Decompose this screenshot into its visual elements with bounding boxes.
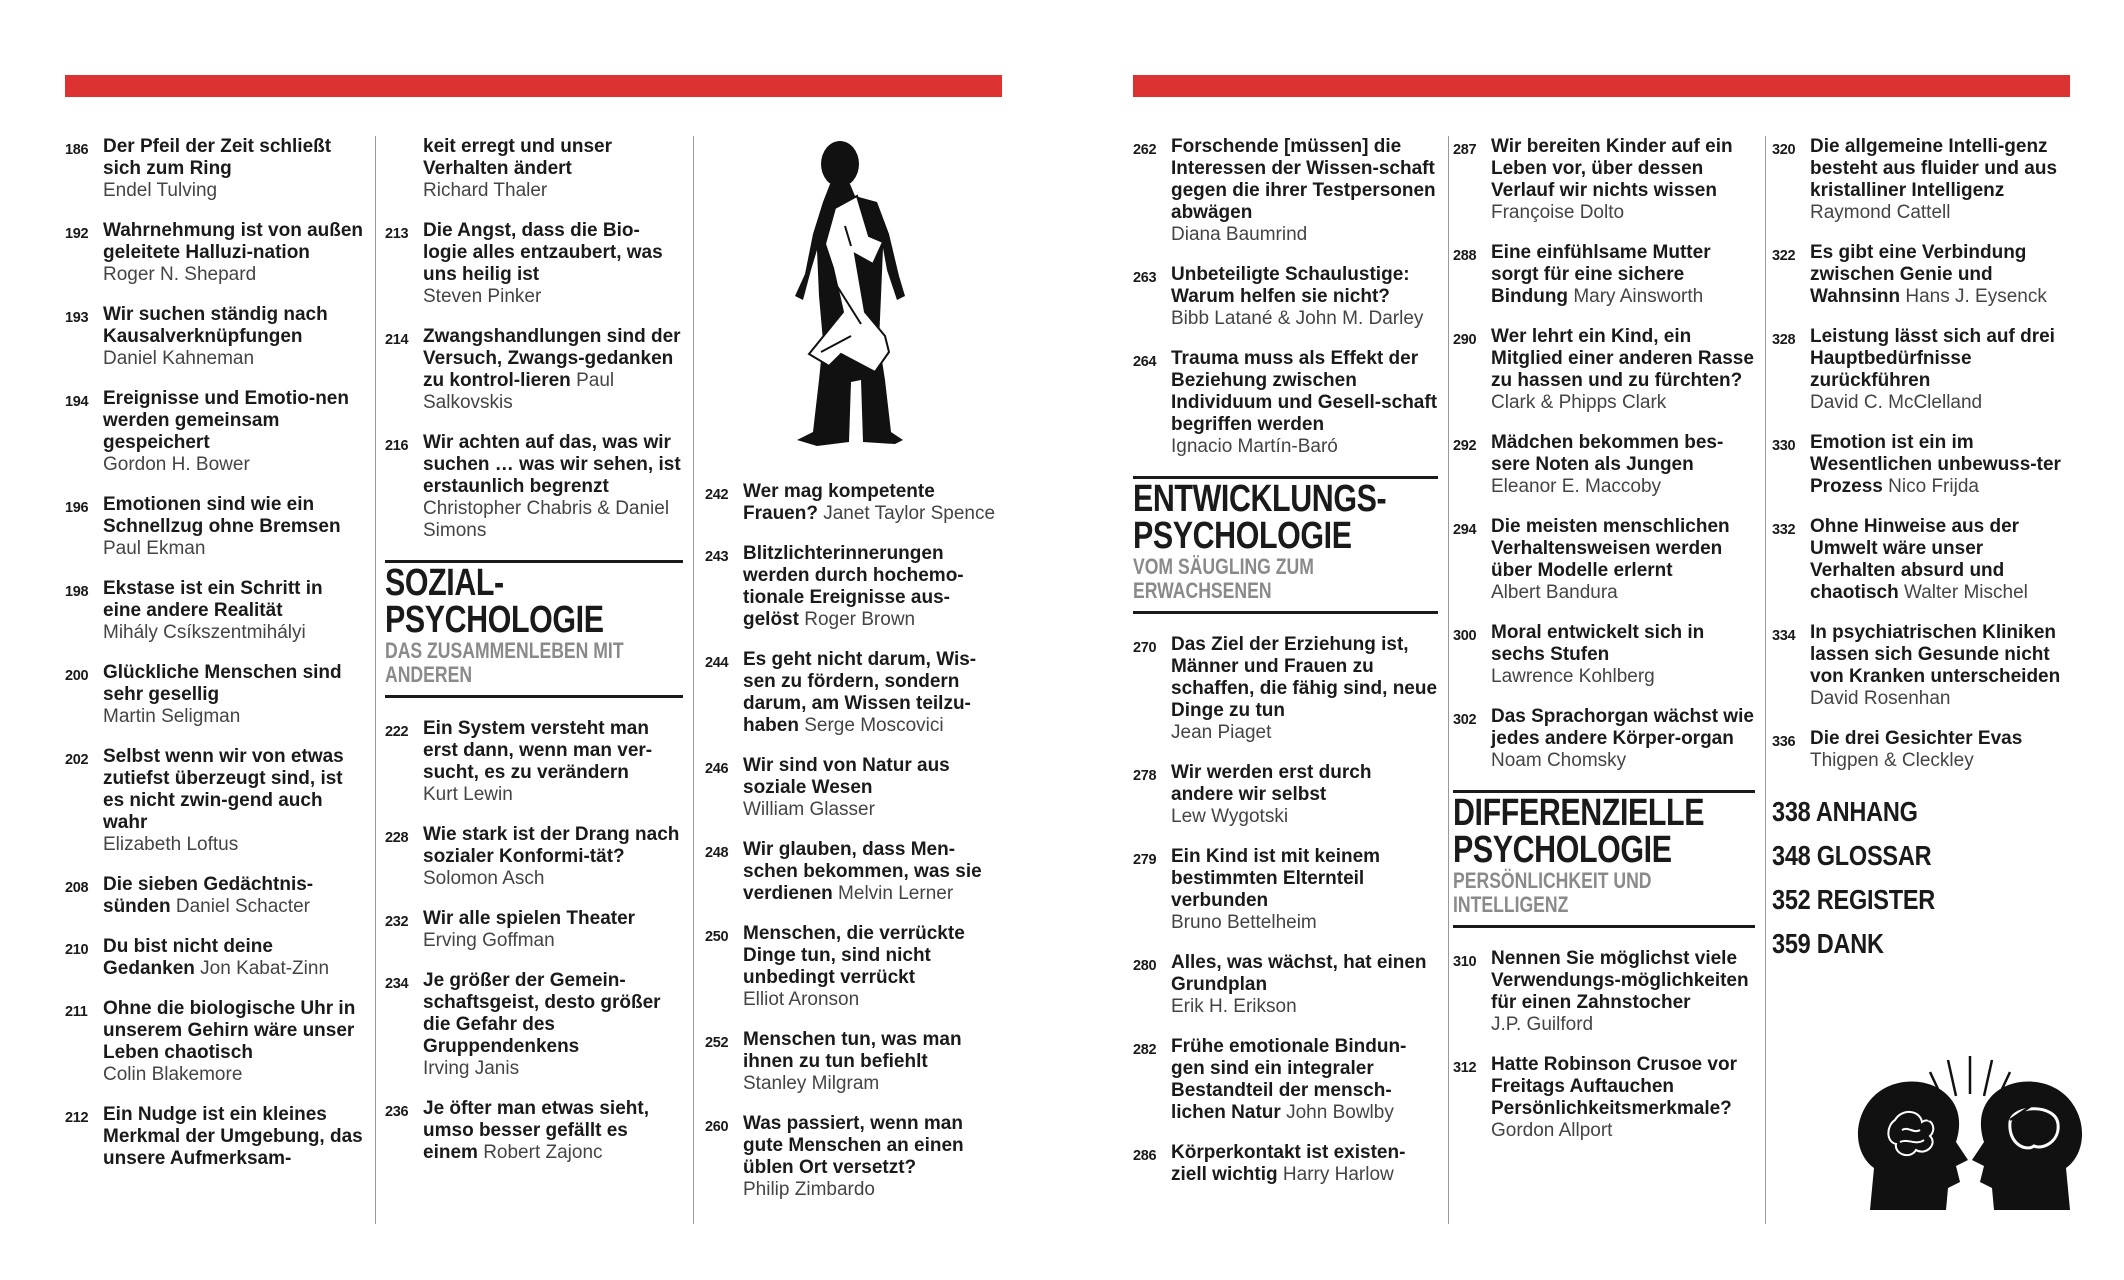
toc-entry[interactable] bbox=[65, 746, 365, 856]
page-number: 310 bbox=[1453, 954, 1477, 970]
person-illustration bbox=[705, 136, 1003, 469]
page-number: 282 bbox=[1133, 1042, 1157, 1058]
page-number: 214 bbox=[385, 332, 409, 348]
section-header-differenzielle-psychologie bbox=[1453, 790, 1755, 928]
entry-title: Nennen Sie möglichst viele Verwendungs-möglichkeiten für einen Zahnstocher bbox=[1491, 948, 1749, 1013]
entry-author: Philip Zimbardo bbox=[743, 1179, 875, 1200]
entry-title: Alles, was wächst, hat einen Grundplan bbox=[1171, 952, 1427, 995]
toc-entry[interactable] bbox=[1453, 706, 1755, 772]
toc-entry[interactable] bbox=[385, 136, 683, 202]
toc-entry[interactable] bbox=[1453, 326, 1755, 414]
entry-author: Kurt Lewin bbox=[423, 784, 513, 805]
entry-title: Blitzlichterinnerungen werden durch hochemo-tionale Ereignisse aus-gelöst bbox=[743, 543, 964, 630]
entry-title: Moral entwickelt sich in sechs Stufen bbox=[1491, 622, 1705, 665]
page-number: 287 bbox=[1453, 142, 1477, 158]
entry-title: Wer mag kompetente Frauen? bbox=[743, 481, 935, 524]
toc-entry[interactable] bbox=[1772, 728, 2072, 772]
entry-title: Ohne Hinweise aus der Umwelt wäre unser Verhalten absurd und chaotisch bbox=[1810, 516, 2020, 603]
entry-author: Roger N. Shepard bbox=[103, 264, 257, 285]
entry-author: Thigpen & Cleckley bbox=[1810, 750, 1974, 771]
page-number: 222 bbox=[385, 724, 409, 740]
toc-column-5 bbox=[1453, 136, 1755, 1226]
entry-author: Colin Blakemore bbox=[103, 1064, 243, 1085]
toc-entry[interactable] bbox=[65, 220, 365, 286]
toc-entry[interactable] bbox=[705, 923, 1003, 1011]
entry-title: keit erregt und unser Verhalten ändert bbox=[423, 136, 612, 179]
column-rule bbox=[1448, 136, 1449, 1224]
entry-title: Ohne die biologische Uhr in unserem Gehirn wäre unser Leben chaotisch bbox=[103, 998, 356, 1063]
toc-column-2 bbox=[385, 136, 683, 1226]
entry-title: Frühe emotionale Bindun-gen sind ein integraler Bestandteil der mensch-lichen Natur bbox=[1171, 1036, 1407, 1123]
entry-author: William Glasser bbox=[743, 799, 875, 820]
toc-entry[interactable] bbox=[705, 543, 1003, 631]
entry-author: Solomon Asch bbox=[423, 868, 545, 889]
entry-title: Wer lehrt ein Kind, ein Mitglied einer anderen Rasse zu hassen und zu fürchten? bbox=[1491, 326, 1754, 391]
toc-entry[interactable] bbox=[1133, 1036, 1438, 1124]
entry-author: Gordon H. Bower bbox=[103, 454, 250, 475]
entry-title: Hatte Robinson Crusoe vor Freitags Auftauchen Persönlichkeitsmerkmale? bbox=[1491, 1054, 1737, 1119]
toc-entry[interactable] bbox=[1133, 952, 1438, 1018]
toc-entry[interactable] bbox=[1133, 846, 1438, 934]
page-number: 216 bbox=[385, 438, 409, 454]
toc-entry[interactable] bbox=[705, 1029, 1003, 1095]
entry-title: Menschen, die verrückte Dinge tun, sind nicht unbedingt verrückt bbox=[743, 923, 965, 988]
entry-title: Die Angst, dass die Bio-logie alles entzaubert, was uns heilig ist bbox=[423, 220, 663, 285]
entry-title: Leistung lässt sich auf drei Hauptbedürfnisse zurückführen bbox=[1810, 326, 2055, 391]
entry-author: Lew Wygotski bbox=[1171, 806, 1289, 827]
page-number: 294 bbox=[1453, 522, 1477, 538]
entry-title: Selbst wenn wir von etwas zutiefst überzeugt sind, ist es nicht zwin-gend auch wahr bbox=[103, 746, 344, 833]
entry-author: Mihály Csíkszentmihályi bbox=[103, 622, 306, 643]
page-number: 242 bbox=[705, 487, 729, 503]
entry-title: Ein System versteht man erst dann, wenn man ver-sucht, es zu verändern bbox=[423, 718, 653, 783]
entry-title: Ein Kind ist mit keinem bestimmten Elternteil verbunden bbox=[1171, 846, 1381, 911]
toc-entry[interactable] bbox=[705, 839, 1003, 905]
entry-title: Trauma muss als Effekt der Beziehung zwischen Individuum und Gesell-schaft begriffen werden bbox=[1171, 348, 1438, 435]
person-figure-icon bbox=[705, 136, 1003, 469]
back-matter-list bbox=[1772, 790, 2072, 966]
entry-title: Glückliche Menschen sind sehr gesellig bbox=[103, 662, 342, 705]
entry-author: Raymond Cattell bbox=[1810, 202, 1951, 223]
entry-author: J.P. Guilford bbox=[1491, 1014, 1594, 1035]
entry-author: Daniel Schacter bbox=[175, 896, 310, 917]
entry-author: Mary Ainsworth bbox=[1573, 286, 1704, 307]
page-number: 286 bbox=[1133, 1148, 1157, 1164]
entry-author: Serge Moscovici bbox=[804, 715, 944, 736]
entry-author: Roger Brown bbox=[804, 609, 916, 630]
entry-author: Paul Salkovskis bbox=[423, 370, 615, 413]
entry-title: Der Pfeil der Zeit schließt sich zum Ring bbox=[103, 136, 332, 179]
page-number: 292 bbox=[1453, 438, 1477, 454]
entry-author: Endel Tulving bbox=[103, 180, 218, 201]
toc-entry[interactable] bbox=[65, 662, 365, 728]
page-number: 213 bbox=[385, 226, 409, 242]
toc-entry[interactable] bbox=[1772, 326, 2072, 414]
entry-title: Wir sind von Natur aus soziale Wesen bbox=[743, 755, 950, 798]
entry-author: Jon Kabat-Zinn bbox=[200, 958, 330, 979]
entry-title: Was passiert, wenn man gute Menschen an einen üblen Ort versetzt? bbox=[743, 1113, 964, 1178]
section-title: ENTWICKLUNGS- PSYCHOLOGIE bbox=[1133, 478, 1387, 557]
page-number: 330 bbox=[1772, 438, 1796, 454]
toc-entry[interactable] bbox=[385, 824, 683, 890]
section-header-entwicklungspsychologie bbox=[1133, 476, 1438, 614]
toc-entry[interactable] bbox=[1772, 432, 2072, 498]
entry-title: Es gibt eine Verbindung zwischen Genie und Wahnsinn bbox=[1810, 242, 2027, 307]
page-number: 279 bbox=[1133, 852, 1157, 868]
page-number: 332 bbox=[1772, 522, 1796, 538]
entry-title: In psychiatrischen Kliniken lassen sich Gesunde nicht von Kranken unterscheiden bbox=[1810, 622, 2061, 687]
page-number: 198 bbox=[65, 584, 89, 600]
toc-column-1 bbox=[65, 136, 365, 1226]
page-number: 262 bbox=[1133, 142, 1157, 158]
entry-author: Clark & Phipps Clark bbox=[1491, 392, 1667, 413]
two-heads-icon bbox=[1850, 1050, 2090, 1220]
page-number: 312 bbox=[1453, 1060, 1477, 1076]
section-title: SOZIAL- PSYCHOLOGIE bbox=[385, 562, 604, 641]
toc-entry[interactable] bbox=[65, 494, 365, 560]
toc-entry[interactable] bbox=[65, 874, 365, 918]
toc-entry[interactable] bbox=[705, 755, 1003, 821]
entry-title: Wir glauben, dass Men-schen bekommen, was sie verdienen bbox=[743, 839, 982, 904]
toc-entry[interactable] bbox=[705, 649, 1003, 737]
entry-title: Emotion ist ein im Wesentlichen unbewuss-ter Prozess bbox=[1810, 432, 2061, 497]
page-number: 208 bbox=[65, 880, 89, 896]
page-number: 193 bbox=[65, 310, 89, 326]
toc-entry[interactable] bbox=[385, 970, 683, 1080]
entry-author: Albert Bandura bbox=[1491, 582, 1618, 603]
toc-entry[interactable] bbox=[1453, 516, 1755, 604]
entry-title: Die sieben Gedächtnis-sünden bbox=[103, 874, 314, 917]
entry-author: Janet Taylor Spence bbox=[823, 503, 996, 524]
entry-title: Das Ziel der Erziehung ist, Männer und Frauen zu schaffen, die fähig sind, neue Dinge zu tun bbox=[1171, 634, 1438, 721]
entry-title: Wir achten auf das, was wir suchen … was wir sehen, ist erstaunlich begrenzt bbox=[423, 432, 681, 497]
entry-author: Paul Ekman bbox=[103, 538, 206, 559]
page-number: 278 bbox=[1133, 768, 1157, 784]
page-number: 202 bbox=[65, 752, 89, 768]
entry-title: Mädchen bekommen bes-sere Noten als Jungen bbox=[1491, 432, 1724, 475]
entry-title: Wir werden erst durch andere wir selbst bbox=[1171, 762, 1372, 805]
entry-author: Françoise Dolto bbox=[1491, 202, 1625, 223]
entry-title: Emotionen sind wie ein Schnellzug ohne Bremsen bbox=[103, 494, 341, 537]
entry-author: Irving Janis bbox=[423, 1058, 520, 1079]
toc-entry[interactable] bbox=[1772, 622, 2072, 710]
entry-author: Bibb Latané & John M. Darley bbox=[1171, 308, 1424, 329]
toc-column-4 bbox=[1133, 136, 1438, 1226]
page-number: 186 bbox=[65, 142, 89, 158]
entry-title: Wir suchen ständig nach Kausalverknüpfungen bbox=[103, 304, 328, 347]
entry-author: Diana Baumrind bbox=[1171, 224, 1308, 245]
toc-entry[interactable] bbox=[1133, 634, 1438, 744]
toc-entry[interactable] bbox=[1772, 136, 2072, 224]
entry-author: Eleanor E. Maccoby bbox=[1491, 476, 1662, 497]
toc-entry[interactable] bbox=[385, 718, 683, 806]
entry-title: Es geht nicht darum, Wis-sen zu fördern, sondern darum, am Wissen teilzu-haben bbox=[743, 649, 977, 736]
toc-entry[interactable] bbox=[1133, 348, 1438, 458]
entry-author: Noam Chomsky bbox=[1491, 750, 1627, 771]
toc-entry[interactable] bbox=[1772, 516, 2072, 604]
page-number: 246 bbox=[705, 761, 729, 777]
entry-author: Erik H. Erikson bbox=[1171, 996, 1297, 1017]
page-number: 264 bbox=[1133, 354, 1157, 370]
entry-title: Ein Nudge ist ein kleines Merkmal der Umgebung, das unsere Aufmerksam- bbox=[103, 1104, 363, 1169]
entry-title: Ereignisse und Emotio-nen werden gemeinsam gespeichert bbox=[103, 388, 349, 453]
toc-entry[interactable] bbox=[1453, 136, 1755, 224]
toc-entry[interactable] bbox=[65, 998, 365, 1086]
toc-entry[interactable] bbox=[385, 908, 683, 952]
toc-entry[interactable] bbox=[1453, 1054, 1755, 1142]
page-number: 243 bbox=[705, 549, 729, 565]
back-matter-item[interactable]: 338 ANHANG bbox=[1772, 796, 1918, 827]
toc-entry[interactable] bbox=[705, 481, 1003, 525]
entry-author: Daniel Kahneman bbox=[103, 348, 255, 369]
entry-author: Stanley Milgram bbox=[743, 1073, 880, 1094]
entry-title: Körperkontakt ist existen-ziell wichtig bbox=[1171, 1142, 1406, 1185]
toc-entry[interactable] bbox=[1453, 242, 1755, 308]
entry-title: Das Sprachorgan wächst wie jedes andere Körper-organ bbox=[1491, 706, 1754, 749]
page-number: 248 bbox=[705, 845, 729, 861]
toc-entry[interactable] bbox=[1453, 432, 1755, 498]
page-number: 194 bbox=[65, 394, 89, 410]
entry-author: Richard Thaler bbox=[423, 180, 548, 201]
entry-title: Menschen tun, was man ihnen zu tun befiehlt bbox=[743, 1029, 962, 1072]
red-bar-left bbox=[65, 75, 1002, 97]
page-number: 280 bbox=[1133, 958, 1157, 974]
page-number: 192 bbox=[65, 226, 89, 242]
page-number: 336 bbox=[1772, 734, 1796, 750]
toc-entry[interactable] bbox=[385, 432, 683, 542]
entry-title: Zwangshandlungen sind der Versuch, Zwangs-gedanken zu kontrol-lieren bbox=[423, 326, 681, 391]
entry-title: Wahrnehmung ist von außen geleitete Halluzi-nation bbox=[103, 220, 364, 263]
page-number: 250 bbox=[705, 929, 729, 945]
toc-entry[interactable] bbox=[65, 1104, 365, 1170]
page-number: 228 bbox=[385, 830, 409, 846]
entry-author: Martin Seligman bbox=[103, 706, 241, 727]
entry-author: Robert Zajonc bbox=[483, 1142, 603, 1163]
page-number: 200 bbox=[65, 668, 89, 684]
entry-author: David C. McClelland bbox=[1810, 392, 1983, 413]
toc-entry[interactable] bbox=[705, 1113, 1003, 1201]
toc-entry[interactable] bbox=[385, 326, 683, 414]
toc-entry[interactable] bbox=[65, 304, 365, 370]
page-number: 196 bbox=[65, 500, 89, 516]
entry-author: Melvin Lerner bbox=[838, 883, 954, 904]
toc-entry[interactable] bbox=[1133, 264, 1438, 330]
entry-author: Harry Harlow bbox=[1282, 1164, 1394, 1185]
entry-author: Elliot Aronson bbox=[743, 989, 860, 1010]
entry-title: Je öfter man etwas sieht, umso besser gefällt es einem bbox=[423, 1098, 649, 1163]
entry-author: Jean Piaget bbox=[1171, 722, 1272, 743]
toc-entry[interactable] bbox=[1453, 948, 1755, 1036]
toc-entry[interactable] bbox=[1133, 762, 1438, 828]
entry-author: Ignacio Martín-Baró bbox=[1171, 436, 1338, 457]
entry-title: Die meisten menschlichen Verhaltensweisen werden über Modelle erlernt bbox=[1491, 516, 1730, 581]
entry-author: Lawrence Kohlberg bbox=[1491, 666, 1655, 687]
entry-author: Walter Mischel bbox=[1903, 582, 2028, 603]
back-matter-item[interactable]: 352 REGISTER bbox=[1772, 884, 1935, 915]
toc-entry[interactable] bbox=[1453, 622, 1755, 688]
section-subtitle: PERSÖNLICHKEIT UND INTELLIGENZ bbox=[1453, 868, 1652, 917]
page-number: 211 bbox=[65, 1004, 88, 1020]
back-matter-item[interactable]: 348 GLOSSAR bbox=[1772, 840, 1932, 871]
toc-entry[interactable] bbox=[1133, 136, 1438, 246]
entry-title: Die allgemeine Intelli-genz besteht aus fluider und aus kristalliner Intelligenz bbox=[1810, 136, 2058, 201]
entry-title: Je größer der Gemein-schaftsgeist, desto größer die Gefahr des Gruppendenkens bbox=[423, 970, 661, 1057]
page-number: 244 bbox=[705, 655, 729, 671]
entry-author: David Rosenhan bbox=[1810, 688, 1951, 709]
entry-title: Wir alle spielen Theater bbox=[423, 908, 636, 929]
entry-author: Nico Frijda bbox=[1888, 476, 1979, 497]
page-number: 212 bbox=[65, 1110, 89, 1126]
page-number: 234 bbox=[385, 976, 409, 992]
entry-title: Wie stark ist der Drang nach sozialer Konformi-tät? bbox=[423, 824, 680, 867]
toc-entry[interactable] bbox=[65, 388, 365, 476]
column-rule bbox=[693, 136, 694, 1224]
toc-entry[interactable] bbox=[1772, 242, 2072, 308]
entry-title: Forschende [müssen] die Interessen der Wissen-schaft gegen die ihrer Testpersonen abwägen bbox=[1171, 136, 1436, 223]
entry-title: Unbeteiligte Schaulustige: Warum helfen sie nicht? bbox=[1171, 264, 1410, 307]
toc-entry[interactable] bbox=[65, 136, 365, 202]
page-number: 252 bbox=[705, 1035, 729, 1051]
page-number: 328 bbox=[1772, 332, 1796, 348]
entry-author: Gordon Allport bbox=[1491, 1120, 1613, 1141]
section-subtitle: DAS ZUSAMMENLEBEN MIT ANDEREN bbox=[385, 638, 624, 687]
entry-author: Elizabeth Loftus bbox=[103, 834, 239, 855]
section-header-sozialpsychologie bbox=[385, 560, 683, 698]
section-subtitle: VOM SÄUGLING ZUM ERWACHSENEN bbox=[1133, 554, 1314, 603]
toc-entry[interactable] bbox=[385, 220, 683, 308]
column-rule bbox=[1765, 136, 1766, 1224]
entry-author: John Bowlby bbox=[1286, 1102, 1394, 1123]
toc-entry[interactable] bbox=[385, 1098, 683, 1164]
page-number: 260 bbox=[705, 1119, 729, 1135]
page-number: 302 bbox=[1453, 712, 1477, 728]
page-number: 290 bbox=[1453, 332, 1477, 348]
entry-author: Steven Pinker bbox=[423, 286, 542, 307]
entry-author: Christopher Chabris & Daniel Simons bbox=[423, 498, 670, 541]
page-number: 334 bbox=[1772, 628, 1796, 644]
entry-author: Bruno Bettelheim bbox=[1171, 912, 1317, 933]
page-number: 300 bbox=[1453, 628, 1477, 644]
entry-title: Ekstase ist ein Schritt in eine andere Realität bbox=[103, 578, 323, 621]
page-number: 232 bbox=[385, 914, 409, 930]
toc-entry[interactable] bbox=[65, 936, 365, 980]
column-rule bbox=[375, 136, 376, 1224]
entry-author: Hans J. Eysenck bbox=[1905, 286, 2047, 307]
red-bar-right bbox=[1133, 75, 2070, 97]
page-number: 210 bbox=[65, 942, 89, 958]
page-number: 288 bbox=[1453, 248, 1477, 264]
entry-title: Wir bereiten Kinder auf ein Leben vor, über dessen Verlauf wir nichts wissen bbox=[1491, 136, 1733, 201]
toc-entry[interactable] bbox=[65, 578, 365, 644]
page-number: 270 bbox=[1133, 640, 1157, 656]
page-number: 263 bbox=[1133, 270, 1157, 286]
back-matter-item[interactable]: 359 DANK bbox=[1772, 928, 1884, 959]
entry-title: Die drei Gesichter Evas bbox=[1810, 728, 2023, 749]
entry-author: Erving Goffman bbox=[423, 930, 555, 951]
page-number: 320 bbox=[1772, 142, 1796, 158]
entry-title: Eine einfühlsame Mutter sorgt für eine sichere Bindung bbox=[1491, 242, 1711, 307]
section-title: DIFFERENZIELLE PSYCHOLOGIE bbox=[1453, 792, 1705, 871]
toc-column-3 bbox=[705, 136, 1003, 1226]
page-number: 322 bbox=[1772, 248, 1796, 264]
page-number: 236 bbox=[385, 1104, 409, 1120]
entry-title: Du bist nicht deine Gedanken bbox=[103, 936, 273, 979]
toc-entry[interactable] bbox=[1133, 1142, 1438, 1186]
